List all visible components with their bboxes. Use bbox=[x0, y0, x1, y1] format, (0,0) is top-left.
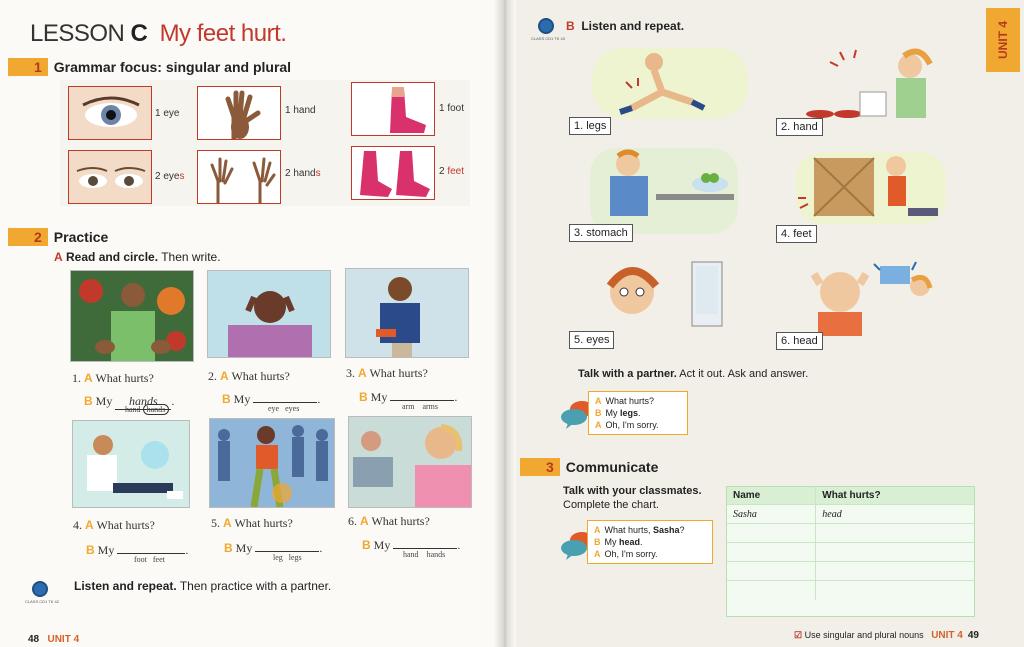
chart-header-row bbox=[727, 487, 974, 505]
stomach-illustration bbox=[590, 148, 738, 234]
communicate-dialog bbox=[587, 520, 713, 564]
partner-dialog bbox=[588, 391, 688, 435]
hand-illustration bbox=[800, 44, 942, 124]
page-number: 48 bbox=[28, 634, 40, 645]
option-arm[interactable]: arm bbox=[402, 402, 415, 411]
answer-blank-3[interactable] bbox=[390, 400, 454, 401]
lesson-prefix: LESSON bbox=[30, 20, 125, 47]
answer-6: B My . bbox=[362, 538, 461, 552]
option-leg[interactable]: leg bbox=[273, 553, 283, 562]
practice-picture-4 bbox=[72, 420, 190, 508]
answer-blank-6[interactable] bbox=[393, 548, 457, 549]
label-2-eyes: 2 eyes bbox=[155, 171, 185, 182]
table-row bbox=[727, 562, 974, 581]
label-1-foot: 1 foot bbox=[439, 103, 465, 114]
table-row bbox=[727, 581, 974, 600]
option-eyes[interactable]: eyes bbox=[285, 404, 300, 413]
practice-picture-5 bbox=[209, 418, 335, 508]
dialog-line: A Oh, I'm sorry. bbox=[594, 549, 658, 559]
section-title: Communicate bbox=[565, 459, 659, 475]
options-1 bbox=[125, 405, 169, 414]
answer-1: B My hands . bbox=[84, 394, 175, 408]
answer-blank-4[interactable] bbox=[117, 553, 185, 554]
communicate-instruction: Talk with your classmates. Complete the chart. bbox=[563, 485, 702, 511]
foot-image bbox=[351, 82, 435, 136]
feet-image bbox=[351, 146, 435, 200]
practice-picture-6 bbox=[348, 416, 472, 508]
answer-3: B My . bbox=[359, 390, 458, 404]
question-5: 5. A What hurts? bbox=[211, 516, 293, 530]
dialog-line: A What hurts? bbox=[595, 396, 655, 406]
option-eye[interactable]: eye bbox=[268, 404, 280, 413]
question-6: 6. A What hurts? bbox=[348, 514, 430, 528]
answer-4: B My . bbox=[86, 543, 189, 557]
eyes-illustration bbox=[592, 256, 738, 336]
label-stomach: 3. stomach bbox=[569, 224, 633, 242]
classmates-chart bbox=[726, 486, 975, 617]
option-legs[interactable]: legs bbox=[288, 553, 302, 562]
label-eyes: 5. eyes bbox=[569, 331, 614, 349]
practice-instruction: A Read and circle. Then write. bbox=[54, 250, 221, 264]
practice-section-head bbox=[8, 228, 108, 246]
chart-cell-what-hurts[interactable] bbox=[816, 524, 974, 543]
table-row bbox=[727, 543, 974, 562]
practice-picture-2 bbox=[207, 270, 331, 358]
answer-5: B My . bbox=[224, 541, 323, 555]
footer-unit: UNIT 4 bbox=[931, 630, 963, 641]
chart-cell-what-hurts[interactable] bbox=[816, 543, 974, 562]
dialog-line: B My head. bbox=[594, 537, 643, 547]
legs-illustration bbox=[592, 48, 748, 118]
chart-header-what-hurts: What hurts? bbox=[816, 487, 974, 505]
eye-image bbox=[68, 86, 152, 140]
practice-picture-3 bbox=[345, 268, 469, 358]
chart-cell-name[interactable] bbox=[727, 524, 816, 543]
practice-picture-1 bbox=[70, 270, 194, 362]
chart-cell-what-hurts[interactable] bbox=[816, 581, 974, 600]
table-row bbox=[727, 524, 974, 543]
chart-cell-name[interactable] bbox=[727, 543, 816, 562]
chart-cell-what-hurts[interactable]: head bbox=[816, 505, 974, 524]
answer-blank-1[interactable]: hands bbox=[115, 394, 171, 410]
section-title: Grammar focus: singular and plural bbox=[53, 59, 292, 75]
audio-icon[interactable] bbox=[32, 581, 48, 597]
section-number: 2 bbox=[8, 228, 48, 246]
question-3: 3. A What hurts? bbox=[346, 366, 428, 380]
communicate-section-head bbox=[520, 458, 658, 476]
label-2-hands: 2 hands bbox=[285, 168, 321, 179]
eyes-image bbox=[68, 150, 152, 204]
feet-illustration bbox=[796, 152, 946, 224]
right-footer bbox=[794, 630, 979, 641]
lesson-letter: C bbox=[130, 20, 148, 47]
answer-2: B My . bbox=[222, 392, 321, 406]
left-page bbox=[0, 0, 505, 647]
chart-cell-name[interactable] bbox=[727, 562, 816, 581]
grammar-section-head bbox=[8, 58, 291, 76]
answer-blank-5[interactable] bbox=[255, 551, 319, 552]
hand-image bbox=[197, 86, 281, 140]
head-illustration bbox=[796, 256, 946, 336]
lesson-heading bbox=[30, 20, 286, 48]
option-hands[interactable]: hands bbox=[426, 550, 446, 559]
label-1-hand: 1 hand bbox=[285, 105, 316, 116]
audio-track-caption: CLASS CD1 TK 43 bbox=[531, 36, 565, 41]
section-title: Practice bbox=[53, 229, 109, 245]
table-row bbox=[727, 505, 974, 524]
option-feet[interactable]: feet bbox=[152, 555, 165, 564]
question-1: 1. A What hurts? bbox=[72, 371, 154, 385]
options-2 bbox=[268, 404, 299, 413]
label-2-feet: 2 feet bbox=[439, 166, 465, 177]
option-foot[interactable]: foot bbox=[134, 555, 147, 564]
chart-table bbox=[727, 487, 974, 600]
footer-objective: Use singular and plural nouns bbox=[804, 630, 924, 640]
dialog-line: A What hurts, Sasha? bbox=[594, 525, 685, 535]
page-number: 49 bbox=[967, 630, 979, 641]
options-3 bbox=[402, 402, 438, 411]
label-hand: 2. hand bbox=[776, 118, 823, 136]
checkbox-icon: ☑ bbox=[794, 630, 803, 640]
dialog-line: A Oh, I'm sorry. bbox=[595, 420, 659, 430]
partner-instruction: Talk with a partner. Act it out. Ask and answer. bbox=[578, 368, 809, 380]
option-arms[interactable]: arms bbox=[422, 402, 438, 411]
label-head: 6. head bbox=[776, 332, 823, 350]
label-legs: 1. legs bbox=[569, 117, 611, 135]
chart-cell-name[interactable]: Sasha bbox=[727, 505, 816, 524]
label-feet: 4. feet bbox=[776, 225, 817, 243]
unit-side-tab: UNIT 4 bbox=[986, 8, 1020, 72]
listen-instruction: Listen and repeat. Then practice with a partner. bbox=[74, 579, 332, 593]
section-number: 1 bbox=[8, 58, 48, 76]
chart-header-name: Name bbox=[727, 487, 816, 505]
option-hand[interactable]: hand bbox=[403, 550, 419, 559]
dialog-line: B My legs. bbox=[595, 408, 641, 418]
listen-b-heading: B Listen and repeat. bbox=[566, 19, 685, 33]
left-footer bbox=[28, 634, 79, 645]
footer-unit: UNIT 4 bbox=[47, 634, 80, 645]
chart-cell-name[interactable] bbox=[727, 581, 816, 600]
hands-image bbox=[197, 150, 281, 204]
options-5 bbox=[273, 553, 302, 562]
question-4: 4. A What hurts? bbox=[73, 518, 155, 532]
option-hands-circled[interactable]: hands bbox=[143, 404, 170, 415]
chart-cell-what-hurts[interactable] bbox=[816, 562, 974, 581]
audio-track-caption: CLASS CD1 TK 42 bbox=[25, 599, 59, 604]
answer-blank-2[interactable] bbox=[253, 402, 317, 403]
lesson-title: My feet hurt. bbox=[159, 20, 287, 47]
options-6 bbox=[403, 550, 445, 559]
label-1-eye: 1 eye bbox=[155, 108, 180, 119]
audio-icon[interactable] bbox=[538, 18, 554, 34]
question-2: 2. A What hurts? bbox=[208, 369, 290, 383]
section-number: 3 bbox=[520, 458, 560, 476]
options-4 bbox=[134, 555, 165, 564]
option-hand[interactable]: hand bbox=[125, 405, 141, 414]
